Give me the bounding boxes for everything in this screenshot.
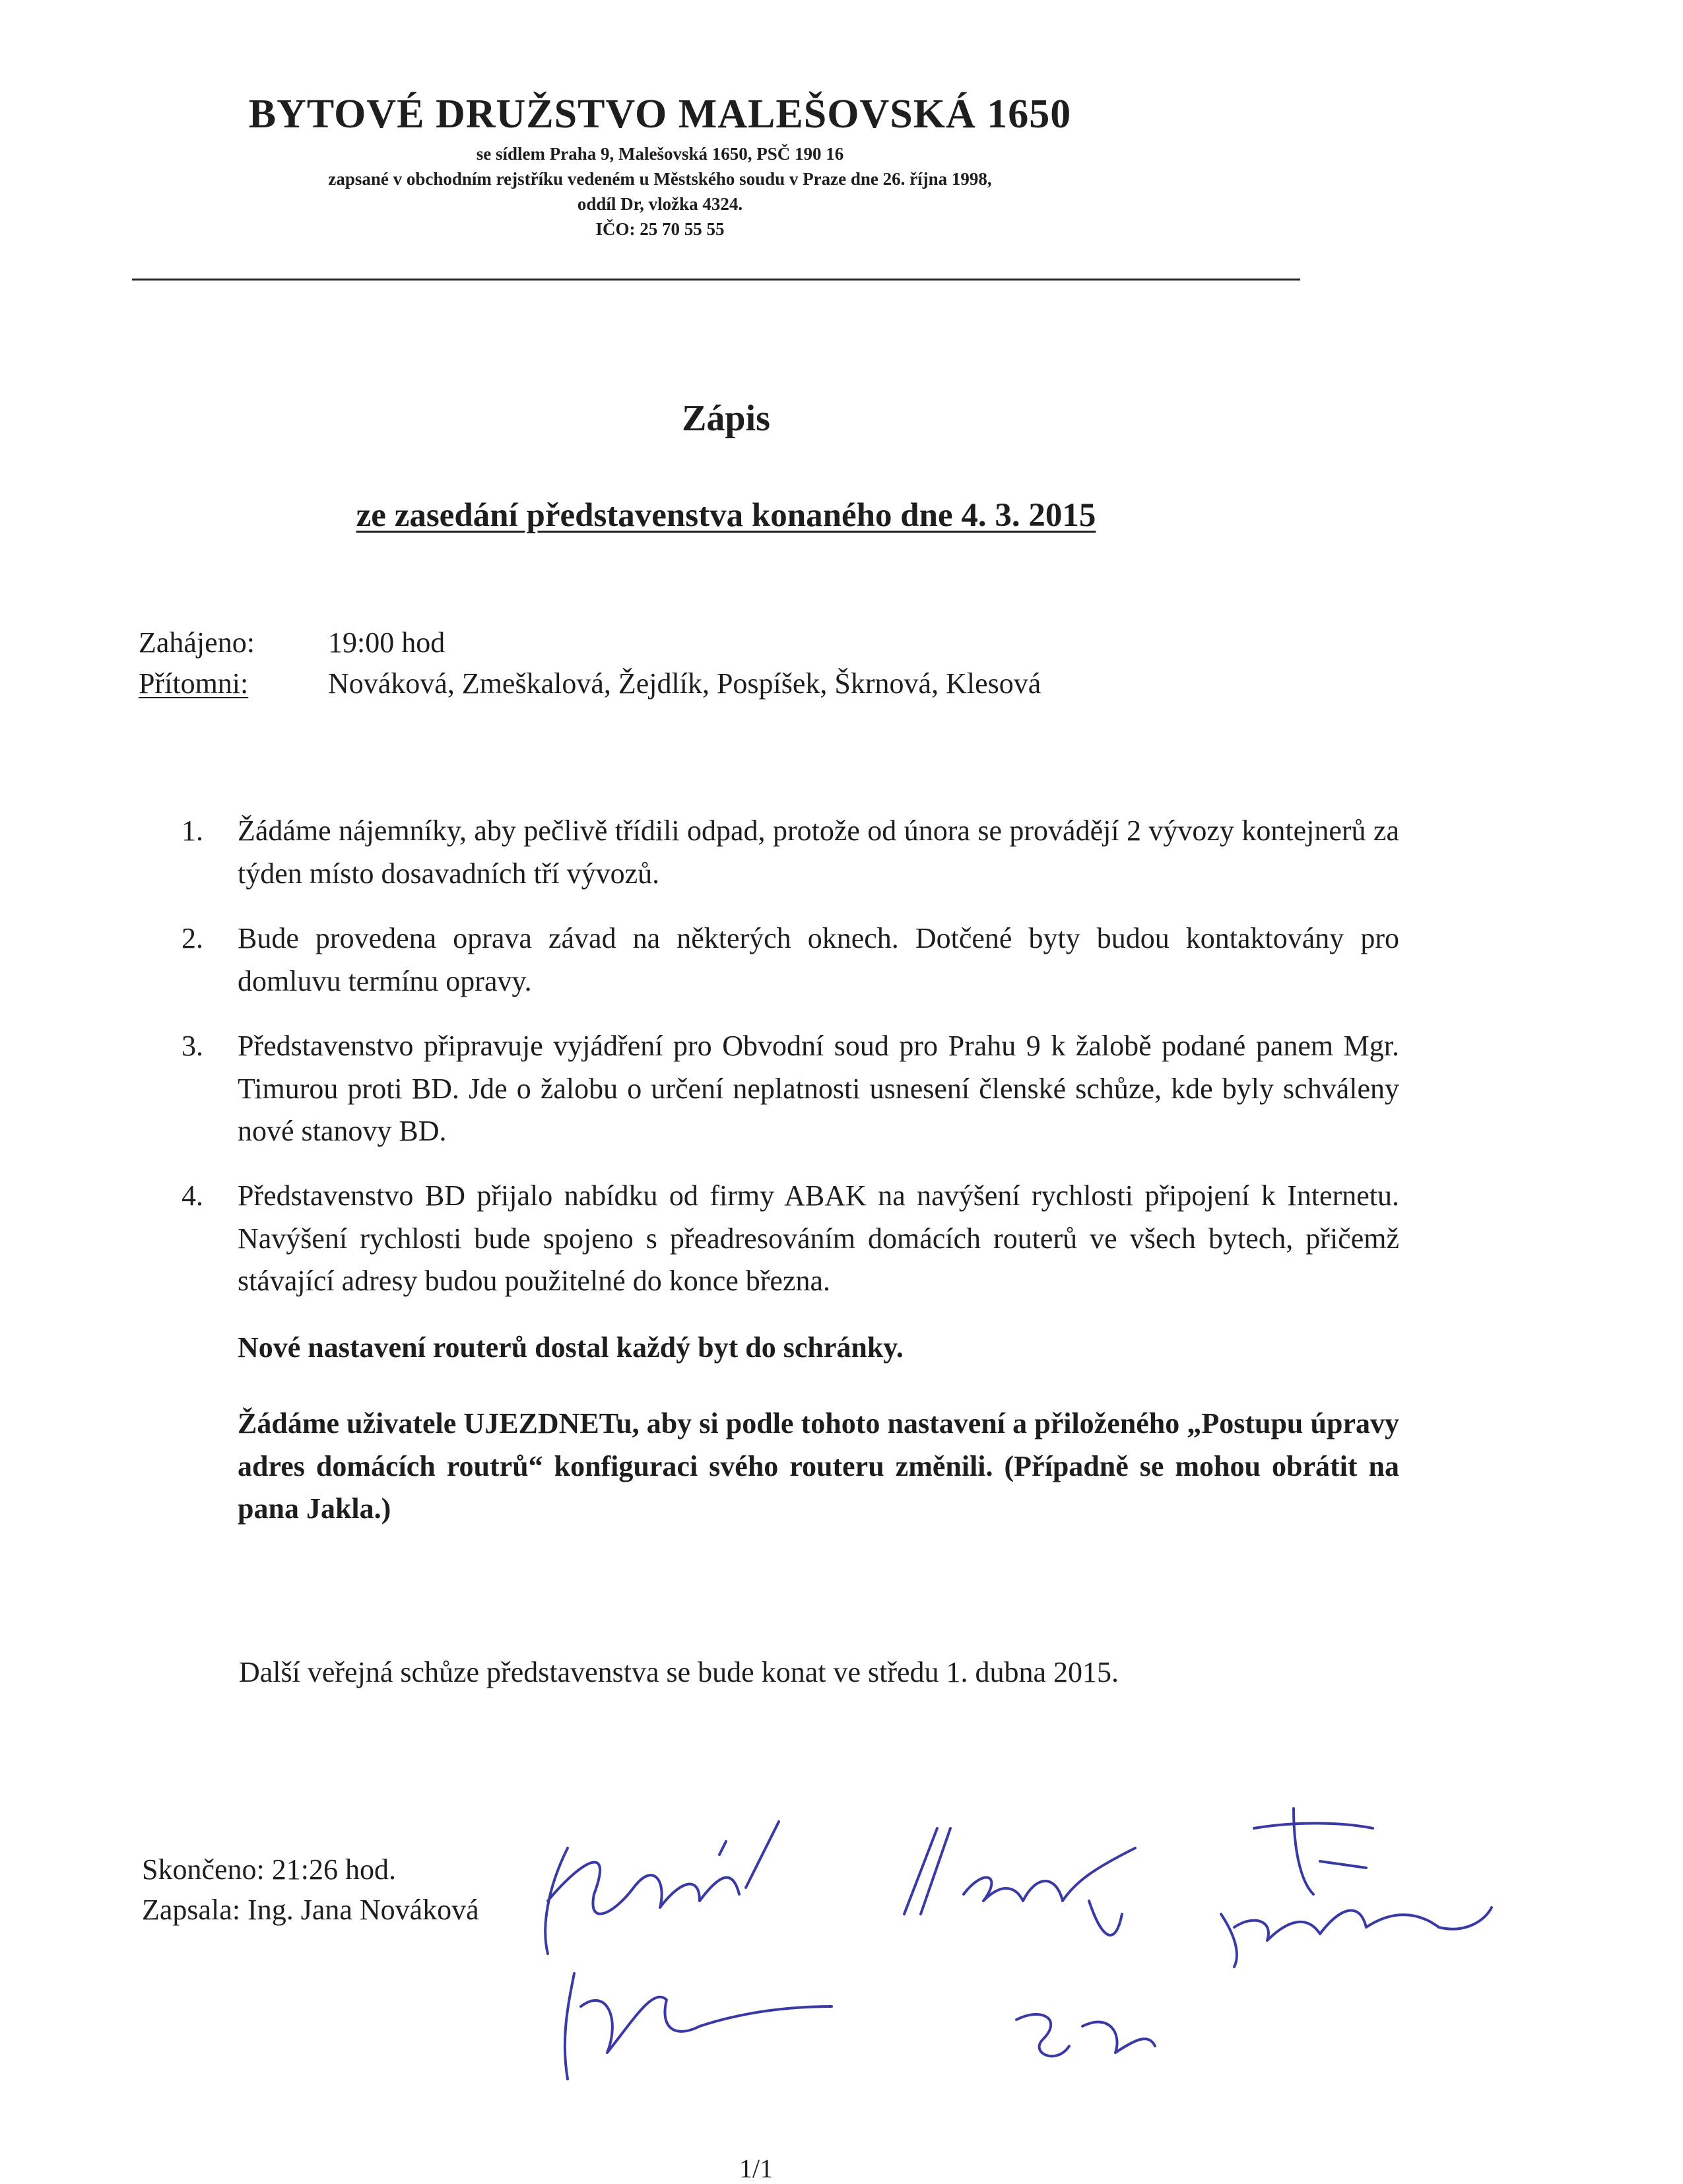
organization-registry: zapsané v obchodním rejstříku vedeném u Městského soudu v Praze dne 26. října 1998, bbox=[328, 169, 992, 189]
ended-time: Skončeno: 21:26 hod. bbox=[142, 1853, 396, 1886]
signature-zejdlik bbox=[565, 1973, 832, 2079]
organization-seat: se sídlem Praha 9, Malešovská 1650, PSČ 190 16 bbox=[476, 144, 844, 164]
signature-klesova bbox=[904, 1828, 1135, 1935]
agenda-item-number: 2. bbox=[182, 922, 203, 954]
agenda-item-text: Bude provedena oprava závad na některých oknech. Dotčené byty budou kontaktovány pro domluvu termínu opravy. bbox=[238, 922, 1399, 997]
agenda-item-text: Žádáme nájemníky, aby pečlivě třídili odpad, protože od února se provádějí 2 vývozy kontejnerů za týden místo dosavadních tří vývozů. bbox=[238, 814, 1399, 890]
agenda-item-text: Představenstvo BD přijalo nabídku od firmy ABAK na navýšení rychlosti připojení k Internetu. Navýšení rychlosti bude spojeno s přeadresováním domácích routerů ve všech bytech, přičemž stávající adresy budou použitelné do konce března. bbox=[238, 1179, 1399, 1298]
agenda-item-number: 4. bbox=[182, 1179, 203, 1212]
header-divider bbox=[132, 279, 1300, 281]
agenda-item-number: 3. bbox=[182, 1030, 203, 1062]
present-label: Přítomni: bbox=[139, 667, 249, 700]
router-notice: Nové nastavení routerů dostal každý byt do schránky. bbox=[238, 1331, 904, 1364]
router-request: Žádáme uživatele UJEZDNETu, aby si podle tohoto nastavení a přiloženého „Postupu úpravy adres domácích routrů“ konfiguraci svého routeru změnili. (Případně se mohou obrátit na pana Jakla.) bbox=[238, 1407, 1399, 1525]
present-value: Nováková, Zmeškalová, Žejdlík, Pospíšek, Škrnová, Klesová bbox=[328, 667, 1041, 700]
recorded-by: Zapsala: Ing. Jana Nováková bbox=[142, 1894, 479, 1926]
started-label: Zahájeno: bbox=[139, 626, 255, 659]
started-value: 19:00 hod bbox=[328, 626, 446, 659]
agenda-item-text: Představenstvo připravuje vyjádření pro Obvodní soud pro Prahu 9 k žalobě podané panem Mgr. Timurou proti BD. Jde o žalobu o určení neplatnosti usnesení členské schůze, kde byly schváleny nové stanovy BD. bbox=[238, 1030, 1399, 1148]
organization-name: BYTOVÉ DRUŽSTVO MALEŠOVSKÁ 1650 bbox=[248, 92, 1072, 137]
signature-zmeskalova bbox=[1221, 1808, 1492, 1967]
agenda-item-number: 1. bbox=[182, 814, 203, 847]
document-title: Zápis bbox=[682, 398, 770, 439]
signature-novakova bbox=[545, 1822, 779, 1954]
next-meeting: Další veřejná schůze představenstva se bude konat ve středu 1. dubna 2015. bbox=[239, 1656, 1119, 1688]
page-number: 1/1 bbox=[739, 2154, 774, 2183]
organization-section: oddíl Dr, vložka 4324. bbox=[577, 194, 743, 214]
organization-ico: IČO: 25 70 55 55 bbox=[595, 219, 725, 239]
signature-pospisek bbox=[1016, 2014, 1155, 2056]
document-subtitle: ze zasedání představenstva konaného dne 4. 3. 2015 bbox=[356, 497, 1096, 534]
